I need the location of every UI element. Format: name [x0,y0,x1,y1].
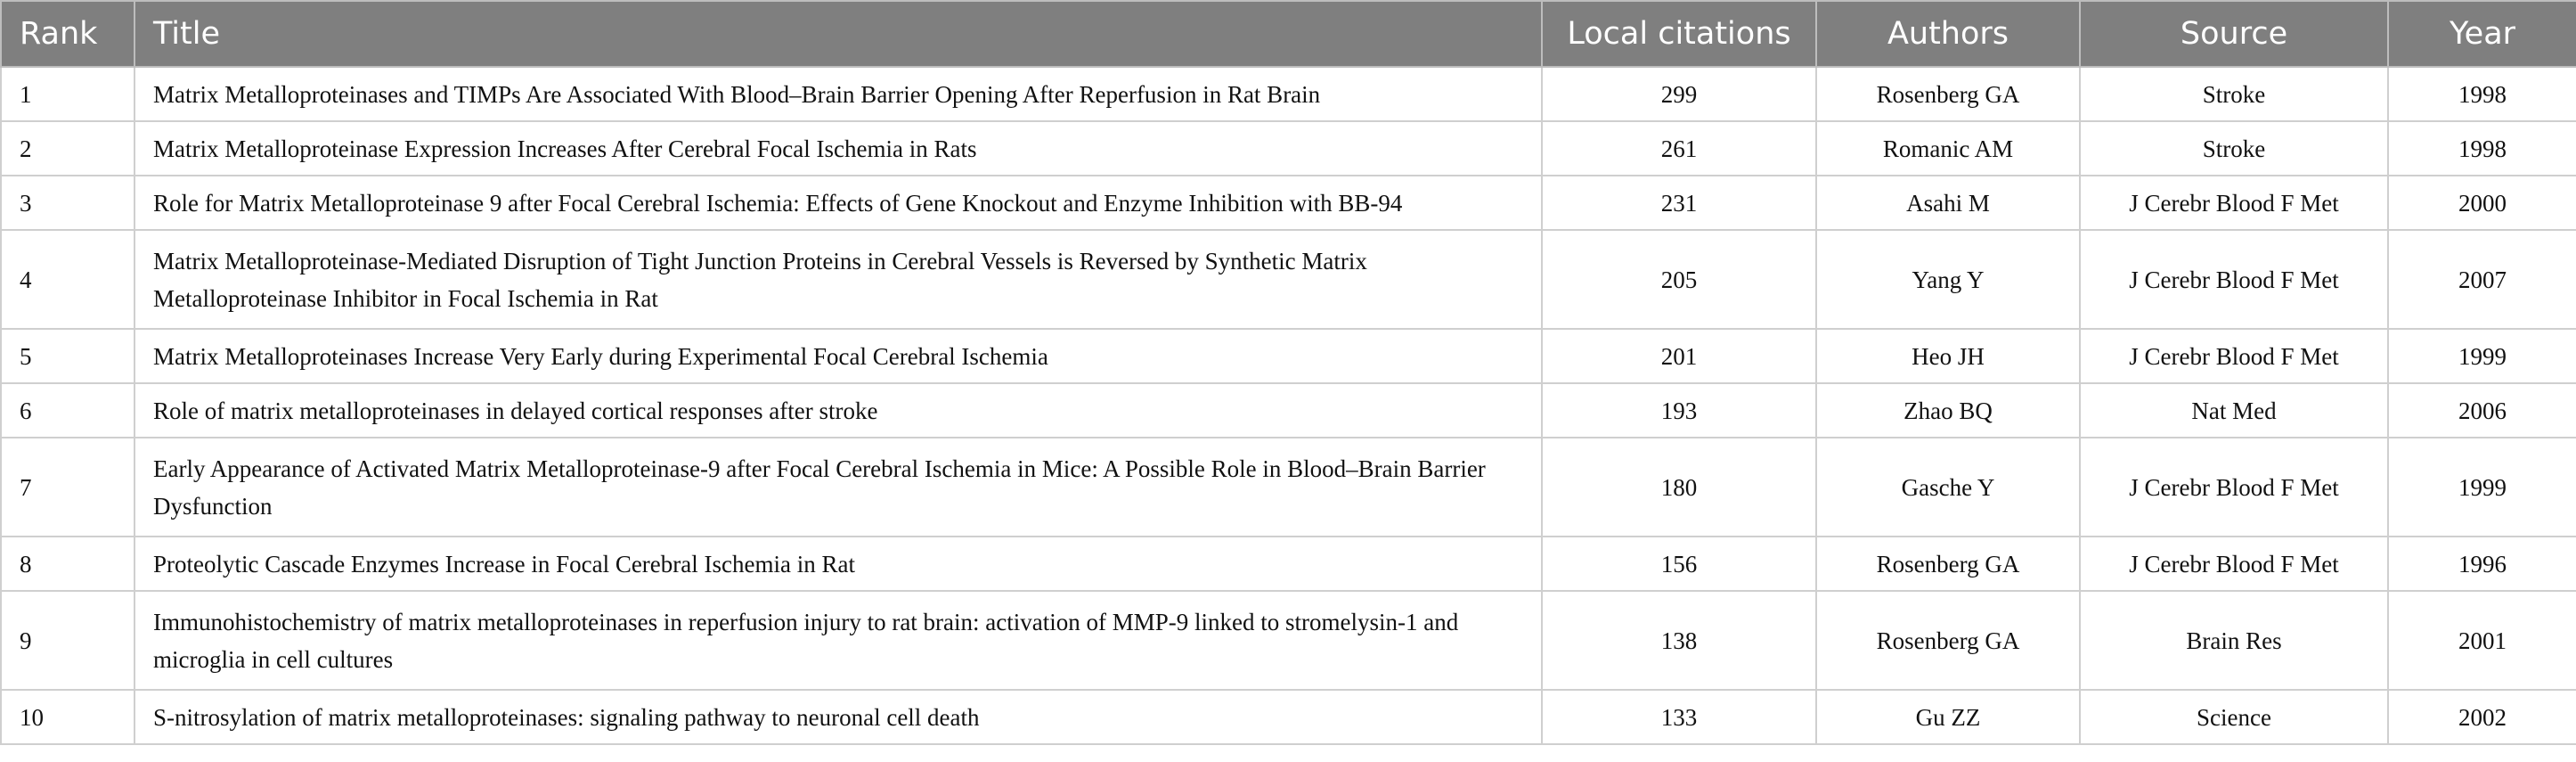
table-row [1,121,2576,176]
authors-cell: Romanic AM [1816,121,2080,176]
local-citations-cell: 156 [1542,537,1816,591]
rank-cell: 8 [1,537,135,591]
authors-cell: Gasche Y [1816,438,2080,537]
header-authors: Authors [1816,1,2080,67]
header-rank: Rank [1,1,135,67]
header-source: Source [2080,1,2388,67]
rank-cell: 5 [1,329,135,383]
header-title: Title [135,1,1542,67]
rank-cell: 3 [1,176,135,230]
authors-cell: Yang Y [1816,230,2080,329]
year-cell: 1999 [2388,438,2576,537]
title-cell: Early Appearance of Activated Matrix Metalloproteinase-9 after Focal Cerebral Ischemia in Mice: A Possible Role in Blood–Brain Barrier Dysfunction [135,438,1542,537]
rank-cell: 2 [1,121,135,176]
year-cell: 1996 [2388,537,2576,591]
table-row [1,690,2576,744]
rank-cell: 4 [1,230,135,329]
authors-cell: Asahi M [1816,176,2080,230]
title-cell: Role of matrix metalloproteinases in delayed cortical responses after stroke [135,383,1542,438]
title-cell: Matrix Metalloproteinases and TIMPs Are Associated With Blood–Brain Barrier Opening After Reperfusion in Rat Brain [135,67,1542,121]
authors-cell: Zhao BQ [1816,383,2080,438]
rank-cell: 10 [1,690,135,744]
table-row [1,176,2576,230]
rank-cell: 1 [1,67,135,121]
table-row [1,67,2576,121]
source-cell: Stroke [2080,67,2388,121]
source-cell: J Cerebr Blood F Met [2080,329,2388,383]
year-cell: 2000 [2388,176,2576,230]
local-citations-cell: 231 [1542,176,1816,230]
local-citations-cell: 201 [1542,329,1816,383]
local-citations-cell: 133 [1542,690,1816,744]
source-cell: J Cerebr Blood F Met [2080,537,2388,591]
title-cell: Proteolytic Cascade Enzymes Increase in Focal Cerebral Ischemia in Rat [135,537,1542,591]
source-cell: Science [2080,690,2388,744]
rank-cell: 6 [1,383,135,438]
source-cell: Nat Med [2080,383,2388,438]
local-citations-cell: 138 [1542,591,1816,690]
header-local-citations: Local citations [1542,1,1816,67]
authors-cell: Heo JH [1816,329,2080,383]
year-cell: 1998 [2388,67,2576,121]
local-citations-cell: 261 [1542,121,1816,176]
year-cell: 2006 [2388,383,2576,438]
title-cell: Immunohistochemistry of matrix metalloproteinases in reperfusion injury to rat brain: activation of MMP-9 linked to stromelysin-1 and microglia in cell cultures [135,591,1542,690]
table-row [1,230,2576,329]
year-cell: 2007 [2388,230,2576,329]
title-cell: Matrix Metalloproteinase-Mediated Disruption of Tight Junction Proteins in Cerebral Vessels is Reversed by Synthetic Matrix Metalloproteinase Inhibitor in Focal Ischemia in Rat [135,230,1542,329]
authors-cell: Rosenberg GA [1816,67,2080,121]
year-cell: 2002 [2388,690,2576,744]
table-row [1,591,2576,690]
source-cell: Stroke [2080,121,2388,176]
table-row [1,383,2576,438]
title-cell: Matrix Metalloproteinases Increase Very Early during Experimental Focal Cerebral Ischemia [135,329,1542,383]
source-cell: Brain Res [2080,591,2388,690]
year-cell: 1999 [2388,329,2576,383]
local-citations-cell: 180 [1542,438,1816,537]
table-header-row [1,1,2576,67]
rank-cell: 7 [1,438,135,537]
table-row [1,537,2576,591]
local-citations-cell: 193 [1542,383,1816,438]
table-row [1,329,2576,383]
authors-cell: Rosenberg GA [1816,537,2080,591]
header-year: Year [2388,1,2576,67]
year-cell: 1998 [2388,121,2576,176]
local-citations-cell: 205 [1542,230,1816,329]
source-cell: J Cerebr Blood F Met [2080,176,2388,230]
title-cell: Role for Matrix Metalloproteinase 9 after Focal Cerebral Ischemia: Effects of Gene Knockout and Enzyme Inhibition with BB-94 [135,176,1542,230]
local-citations-cell: 299 [1542,67,1816,121]
title-cell: Matrix Metalloproteinase Expression Increases After Cerebral Focal Ischemia in Rats [135,121,1542,176]
rank-cell: 9 [1,591,135,690]
source-cell: J Cerebr Blood F Met [2080,230,2388,329]
source-cell: J Cerebr Blood F Met [2080,438,2388,537]
title-cell: S-nitrosylation of matrix metalloproteinases: signaling pathway to neuronal cell death [135,690,1542,744]
year-cell: 2001 [2388,591,2576,690]
authors-cell: Gu ZZ [1816,690,2080,744]
authors-cell: Rosenberg GA [1816,591,2080,690]
table-row [1,438,2576,537]
